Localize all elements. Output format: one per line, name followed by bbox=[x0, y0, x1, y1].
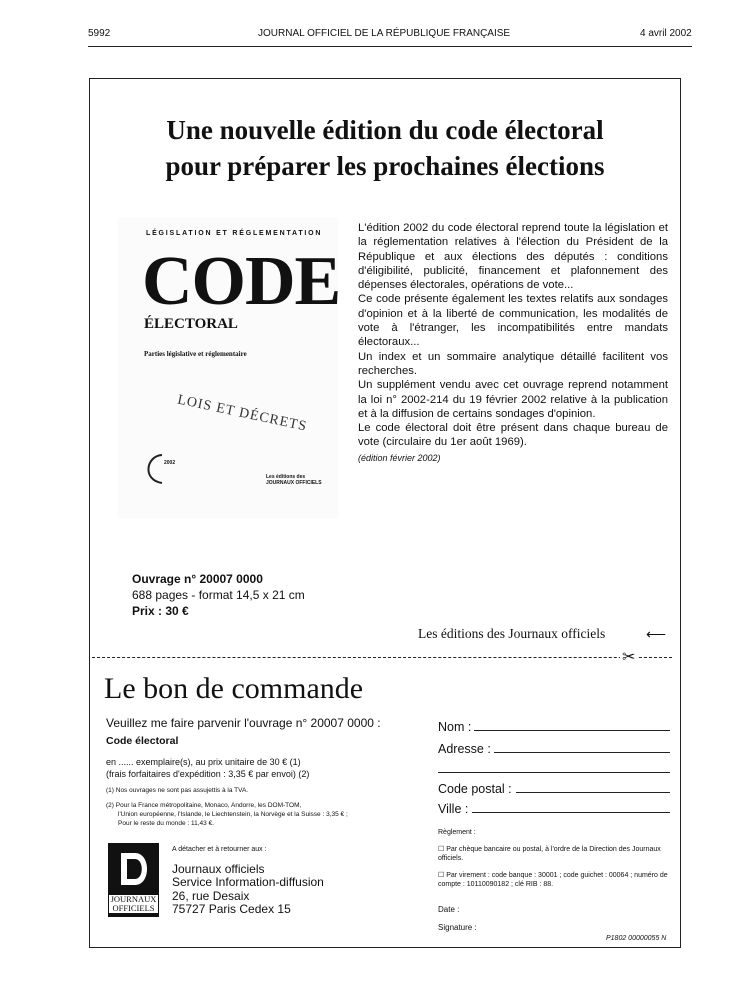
headline-line-1: Une nouvelle édition du code électoral bbox=[166, 115, 604, 145]
desc-p5: Le code électoral doit être présent dans chaque bureau de vote (circulaire du 1er août 1969). bbox=[358, 422, 668, 449]
date-field[interactable]: Date : bbox=[438, 905, 460, 914]
cover-publisher bbox=[266, 474, 322, 486]
footnote-2 bbox=[106, 801, 426, 828]
cut-line bbox=[92, 657, 672, 658]
address-line-3: 26, rue Desaix bbox=[172, 888, 250, 903]
name-input-line[interactable] bbox=[474, 730, 670, 731]
book-info bbox=[132, 571, 305, 619]
order-request: Veuillez me faire parvenir l'ouvrage n° 20007 0000 : bbox=[106, 716, 381, 730]
footnote-2a: (2) Pour la France métropolitaine, Monaco, Andorre, les DOM-TOM, bbox=[106, 802, 302, 809]
payment-transfer-option[interactable]: ☐ Par virement : code banque : 30001 ; code guichet : 00064 ; numéro de compte : 10110090182 ; clé RIB : 88. bbox=[438, 872, 668, 888]
address-line-4: 75727 Paris Cedex 15 bbox=[172, 902, 291, 916]
city-field[interactable] bbox=[438, 802, 670, 816]
cover-parts: Parties législative et réglementaire bbox=[144, 350, 247, 358]
payment-cheque-option[interactable]: ☐ Par chèque bancaire ou postal, à l'ordre de la Direction des Journaux officiels. bbox=[438, 846, 661, 862]
address-line-1: Journaux officiels bbox=[172, 861, 265, 876]
cover-publisher-line-1: Les éditions des bbox=[266, 474, 306, 480]
issue-date: 4 avril 2002 bbox=[640, 28, 692, 39]
cover-publisher-line-2: JOURNAUX OFFICIELS bbox=[266, 480, 322, 486]
book-format: 688 pages - format 14,5 x 21 cm bbox=[132, 588, 305, 602]
name-label: Nom : bbox=[438, 720, 472, 734]
postal-code-input-line[interactable] bbox=[516, 792, 670, 793]
order-form-title: Le bon de commande bbox=[104, 672, 364, 705]
cover-kicker: LÉGISLATION ET RÉGLEMENTATION bbox=[146, 230, 323, 237]
signature-field[interactable]: Signature : bbox=[438, 923, 477, 932]
address-field[interactable] bbox=[438, 742, 670, 756]
order-quantity-line[interactable] bbox=[106, 756, 426, 780]
logo-label bbox=[108, 894, 159, 914]
scissors-icon: ✂ bbox=[622, 649, 636, 666]
address-label: Adresse : bbox=[438, 742, 491, 756]
book-ref: Ouvrage n° 20007 0000 bbox=[132, 572, 263, 586]
headline-line-2: pour préparer les prochaines élections bbox=[165, 151, 605, 181]
cover-curve-icon bbox=[140, 452, 166, 486]
journaux-officiels-logo bbox=[108, 843, 159, 917]
desc-p2: Ce code présente également les textes relatifs aux sondages d'opinion et à la liberté de communication, les modalités de vote à l'étranger, les incompatibilités entre mandats électoraux... bbox=[358, 293, 668, 349]
desc-edition: (édition février 2002) bbox=[358, 452, 441, 463]
cover-subtitle: ÉLECTORAL bbox=[144, 316, 238, 332]
book-cover-image bbox=[118, 218, 341, 518]
logo-text-2: OFFICIELS bbox=[112, 903, 155, 913]
cover-title: CODE bbox=[142, 243, 341, 320]
journal-title: JOURNAL OFFICIEL DE LA RÉPUBLIQUE FRANÇAISE bbox=[258, 28, 511, 39]
headline bbox=[92, 112, 678, 184]
address-line-2: Service Information-diffusion bbox=[172, 875, 324, 889]
arrow-left-icon: ⟵ bbox=[646, 626, 667, 642]
header-rule bbox=[88, 46, 692, 47]
form-reference: P1802 00000055 N bbox=[606, 935, 667, 942]
city-label: Ville : bbox=[438, 802, 469, 816]
publisher-brand: Les éditions des Journaux officiels bbox=[418, 626, 606, 641]
cover-year: 2002 bbox=[164, 460, 176, 466]
name-field[interactable] bbox=[438, 720, 670, 734]
book-price: Prix : 30 € bbox=[132, 604, 189, 618]
payment-label: Règlement : bbox=[438, 829, 476, 836]
desc-p1: L'édition 2002 du code électoral reprend toute la législation et la réglementation relatives à l'élection du Président de la République et aux élections des députés : conditions d'éligibilité, publicité, financement et plafonnement des dépenses électorales, opérations de vote... bbox=[358, 222, 668, 292]
detach-note: A détacher et à retourner aux : bbox=[172, 846, 267, 853]
city-input-line[interactable] bbox=[472, 812, 670, 813]
postal-code-field[interactable] bbox=[438, 782, 670, 796]
desc-p3: Un index et un sommaire analytique détaillé facilitent vos recherches. bbox=[358, 350, 668, 377]
book-description bbox=[358, 221, 668, 465]
order-details bbox=[106, 716, 426, 828]
address-input-line[interactable] bbox=[494, 752, 670, 753]
logo-mark-icon bbox=[113, 847, 154, 891]
return-address bbox=[172, 843, 324, 917]
footnote-2b: l'Union européenne, l'Islande, le Liechtenstein, la Norvège et la Suisse : 3,35 € ; bbox=[118, 811, 348, 818]
page-number: 5992 bbox=[88, 28, 111, 39]
logo-text-1: JOURNAUX bbox=[110, 894, 157, 904]
desc-p4: Un supplément vendu avec cet ouvrage reprend notamment la loi n° 2002-214 du 19 février 2002 relative à la publication et à la diffusion de certains sondages d'opinion. bbox=[358, 379, 668, 420]
footnote-2c: Pour le reste du monde : 11,43 €. bbox=[118, 820, 214, 827]
order-book: Code électoral bbox=[106, 735, 179, 747]
cover-stamp: LOIS ET DÉCRETS bbox=[175, 392, 309, 435]
quantity-text: en ...... exemplaire(s), au prix unitaire de 30 € (1) bbox=[106, 757, 301, 767]
postal-code-label: Code postal : bbox=[438, 782, 512, 796]
address-field-2[interactable] bbox=[438, 760, 670, 776]
address-input-line-2[interactable] bbox=[438, 772, 670, 773]
shipping-text: (frais forfaitaires d'expédition : 3,35 € par envoi) (2) bbox=[106, 769, 310, 779]
footnote-1: (1) Nos ouvrages ne sont pas assujettis à la TVA. bbox=[106, 787, 249, 794]
